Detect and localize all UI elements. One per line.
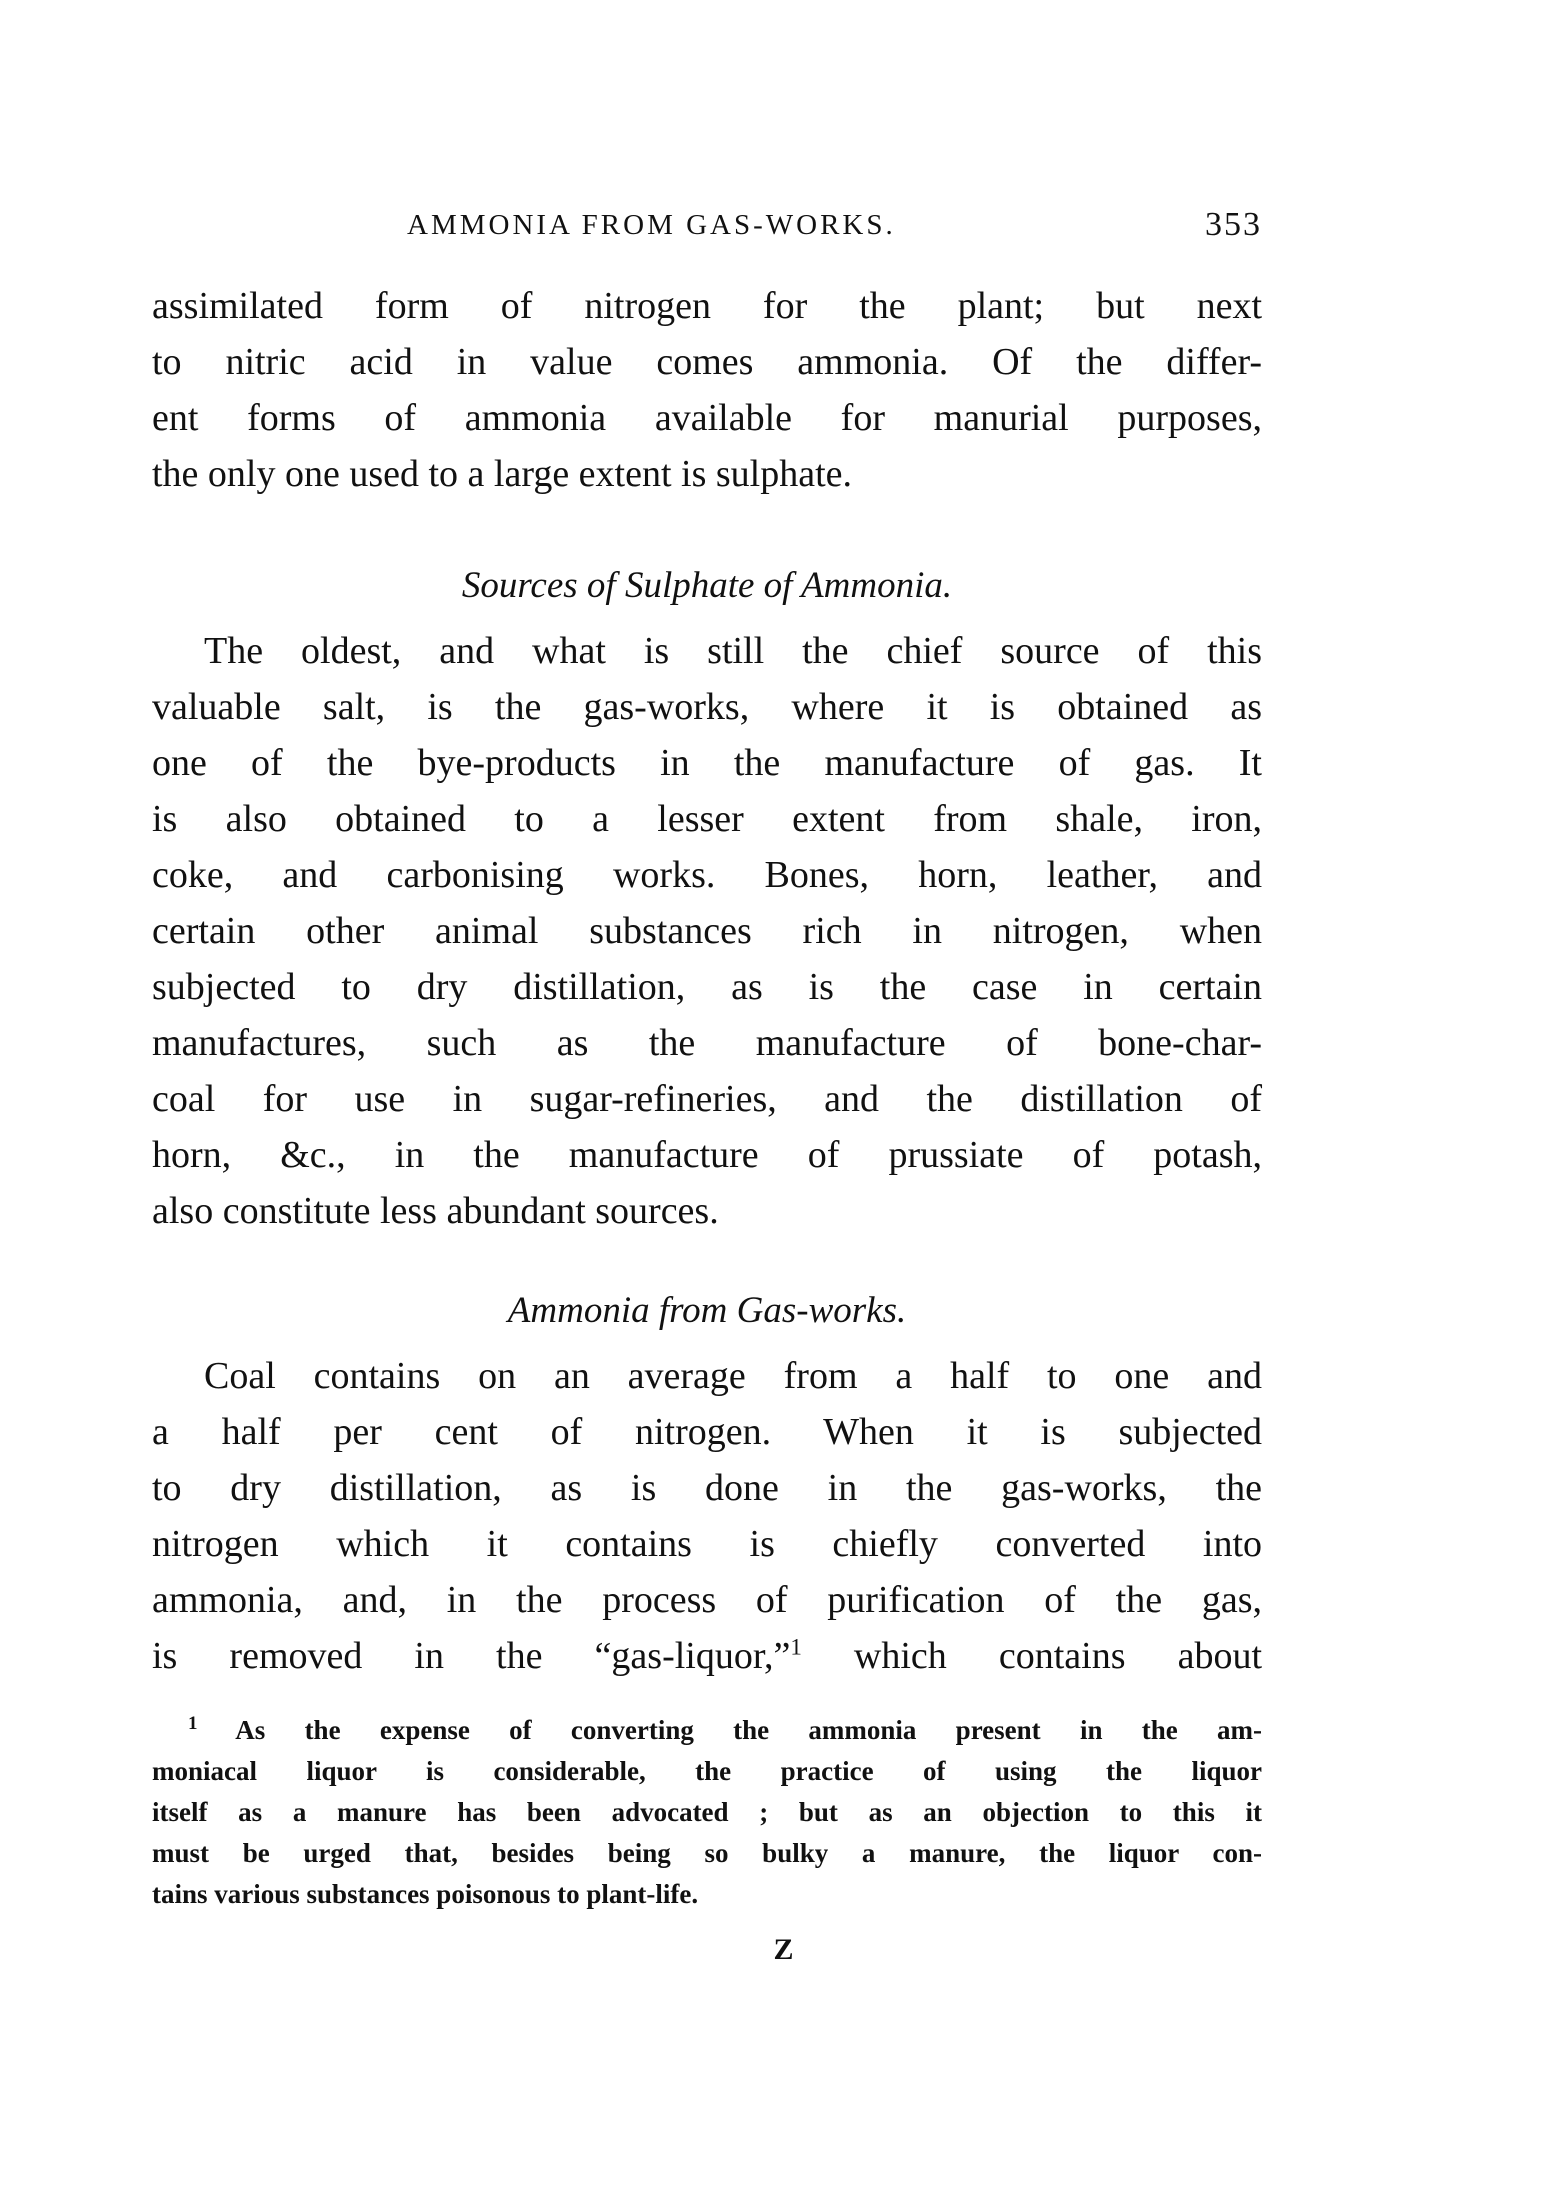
text-line: nitrogen which it contains is chiefly converted into [152, 1523, 1262, 1565]
text-line: to nitric acid in value comes ammonia. Of the differ- [152, 341, 1262, 383]
text-line: valuable salt, is the gas-works, where it is obtained as [152, 686, 1262, 728]
paragraph-intro [152, 278, 1262, 502]
footnote-reference: 1 [790, 1634, 802, 1660]
footnote-line [152, 1710, 1262, 1751]
footnote-line: itself as a manure has been advocated ; but as an objection to this it [152, 1797, 1262, 1827]
paragraph-gas-works [152, 1348, 1262, 1684]
text-line: to dry distillation, as is done in the gas-works, the [152, 1467, 1262, 1509]
text-line: also constitute less abundant sources. [152, 1190, 719, 1232]
signature-mark: Z [773, 1933, 794, 1966]
footnote-line: must be urged that, besides being so bulky a manure, the liquor con- [152, 1838, 1262, 1868]
paragraph-sources [152, 623, 1262, 1239]
footnote-marker: 1 [188, 1713, 198, 1734]
text-line: the only one used to a large extent is sulphate. [152, 453, 853, 495]
text-line: ammonia, and, in the process of purification of the gas, [152, 1579, 1262, 1621]
text-fragment: which contains about [801, 1635, 1262, 1677]
text-line: manufactures, such as the manufacture of bone-char- [152, 1022, 1262, 1064]
text-line: coke, and carbonising works. Bones, horn, leather, and [152, 854, 1262, 896]
text-line: a half per cent of nitrogen. When it is subjected [152, 1411, 1262, 1453]
running-title: AMMONIA FROM GAS-WORKS. [407, 209, 896, 241]
text-line: subjected to dry distillation, as is the case in certain [152, 966, 1262, 1008]
section-heading-gas-works: Ammonia from Gas-works. [507, 1290, 907, 1331]
text-line-with-footnote-ref [152, 1628, 1262, 1684]
text-line: Coal contains on an average from a half to one and [204, 1355, 1262, 1397]
text-line: horn, &c., in the manufacture of prussiate of potash, [152, 1134, 1262, 1176]
footnote-line: tains various substances poisonous to plant-life. [152, 1879, 699, 1909]
running-head [152, 200, 1262, 250]
text-line: coal for use in sugar-refineries, and the distillation of [152, 1078, 1262, 1120]
page-number: 353 [1205, 206, 1262, 243]
text-fragment: is removed in the “gas-liquor,” [152, 1635, 791, 1677]
text-line: assimilated form of nitrogen for the plant; but next [152, 285, 1262, 327]
text-fragment: As the expense of converting the ammonia present in the am- [197, 1715, 1262, 1745]
text-line: one of the bye-products in the manufacture of gas. It [152, 742, 1262, 784]
footnote [152, 1710, 1262, 1915]
text-line: is also obtained to a lesser extent from shale, iron, [152, 798, 1262, 840]
footnote-line: moniacal liquor is considerable, the practice of using the liquor [152, 1756, 1262, 1786]
text-line: ent forms of ammonia available for manurial purposes, [152, 397, 1262, 439]
section-heading-sources: Sources of Sulphate of Ammonia. [461, 565, 953, 606]
text-line: certain other animal substances rich in nitrogen, when [152, 910, 1262, 952]
text-line: The oldest, and what is still the chief source of this [204, 630, 1262, 672]
